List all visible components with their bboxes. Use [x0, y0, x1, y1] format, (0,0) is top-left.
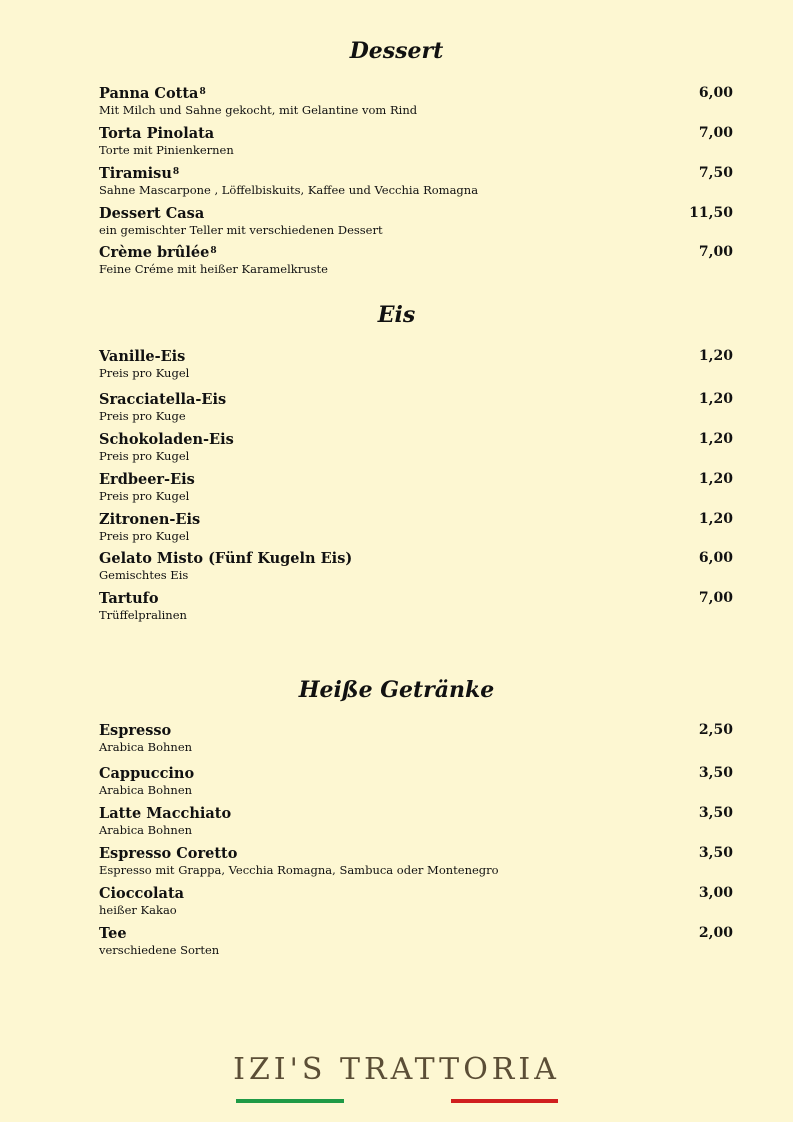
item-name: Crème brûlée$^8$: [99, 244, 217, 261]
item-price: 3,50: [698, 845, 733, 861]
item-name: Cappuccino: [99, 765, 195, 782]
item-description: Torte mit Pinienkernen: [99, 143, 234, 157]
item-description: verschiedene Sorten: [99, 943, 220, 957]
item-price: 3,50: [698, 805, 733, 821]
menu-item: [99, 125, 733, 158]
item-name: Cioccolata: [99, 885, 185, 902]
item-price: 7,00: [698, 590, 733, 606]
item-name: Torta Pinolata: [99, 125, 215, 142]
item-description: Arabica Bohnen: [99, 740, 193, 754]
menu-item: [99, 348, 733, 381]
menu-item: [99, 765, 733, 798]
item-price: 1,20: [698, 391, 733, 407]
item-price: 1,20: [698, 431, 733, 447]
section-title-heisse-getraenke: Heiße Getränke: [298, 677, 495, 703]
item-name: Gelato Misto (Fünf Kugeln Eis): [99, 550, 353, 567]
item-description: Preis pro Kugel: [99, 489, 190, 503]
item-price: 6,00: [698, 85, 733, 101]
item-price: 1,20: [698, 511, 733, 527]
item-name: Espresso Coretto: [99, 845, 238, 862]
item-description: Arabica Bohnen: [99, 783, 193, 797]
item-name: Tee: [99, 925, 127, 942]
item-name: Panna Cotta$^8$: [99, 85, 206, 102]
item-name: Tiramisu$^8$: [99, 165, 180, 182]
menu-item: [99, 845, 733, 878]
menu-item: [99, 885, 733, 918]
menu-item: [99, 431, 733, 464]
item-price: 3,50: [698, 765, 733, 781]
menu-item: [99, 205, 733, 238]
item-name: Erdbeer-Eis: [99, 471, 195, 488]
item-price: 3,00: [698, 885, 733, 901]
menu-item: [99, 244, 733, 277]
item-price: 11,50: [689, 205, 733, 221]
item-description: Mit Milch und Sahne gekocht, mit Gelantine vom Rind: [99, 103, 418, 117]
item-name: Dessert Casa: [99, 205, 205, 222]
item-price: 7,00: [698, 244, 733, 260]
item-name: Vanille-Eis: [99, 348, 186, 365]
restaurant-logo: IZI'S TRATTORIA: [233, 1052, 560, 1087]
logo-stripe-red: [451, 1099, 558, 1103]
section-title-eis: Eis: [377, 302, 416, 328]
item-name: Zitronen-Eis: [99, 511, 201, 528]
item-description: Preis pro Kugel: [99, 449, 190, 463]
item-description: Sahne Mascarpone , Löffelbiskuits, Kaffee und Vecchia Romagna: [99, 183, 479, 197]
item-price: 2,50: [698, 722, 733, 738]
item-name: Sracciatella-Eis: [99, 391, 227, 408]
menu-item: [99, 805, 733, 838]
item-name: Schokoladen-Eis: [99, 431, 234, 448]
item-description: ein gemischter Teller mit verschiedenen Dessert: [99, 223, 383, 237]
item-price: 1,20: [698, 348, 733, 364]
item-description: Trüffelpralinen: [99, 608, 187, 622]
item-name: Tartufo: [99, 590, 159, 607]
item-name: Latte Macchiato: [99, 805, 232, 822]
menu-item: [99, 590, 733, 623]
menu-item: [99, 471, 733, 504]
item-description: Gemischtes Eis: [99, 568, 189, 582]
item-price: 7,50: [698, 165, 733, 181]
item-price: 1,20: [698, 471, 733, 487]
item-description: heißer Kakao: [99, 903, 177, 917]
section-title-dessert: Dessert: [349, 38, 444, 64]
item-price: 6,00: [698, 550, 733, 566]
item-price: 7,00: [698, 125, 733, 141]
item-description: Feine Créme mit heißer Karamelkruste: [99, 262, 328, 276]
item-name: Espresso: [99, 722, 172, 739]
logo-stripe-green: [236, 1099, 344, 1103]
item-description: Preis pro Kugel: [99, 529, 190, 543]
item-price: 2,00: [698, 925, 733, 941]
menu-item: [99, 550, 733, 583]
menu-item: [99, 391, 733, 424]
menu-item: [99, 722, 733, 755]
menu-item: [99, 925, 733, 958]
menu-item: [99, 165, 733, 198]
item-description: Preis pro Kugel: [99, 366, 190, 380]
item-description: Espresso mit Grappa, Vecchia Romagna, Sambuca oder Montenegro: [99, 863, 499, 877]
item-description: Arabica Bohnen: [99, 823, 193, 837]
item-description: Preis pro Kuge: [99, 409, 186, 423]
menu-item: [99, 85, 733, 118]
menu-item: [99, 511, 733, 544]
